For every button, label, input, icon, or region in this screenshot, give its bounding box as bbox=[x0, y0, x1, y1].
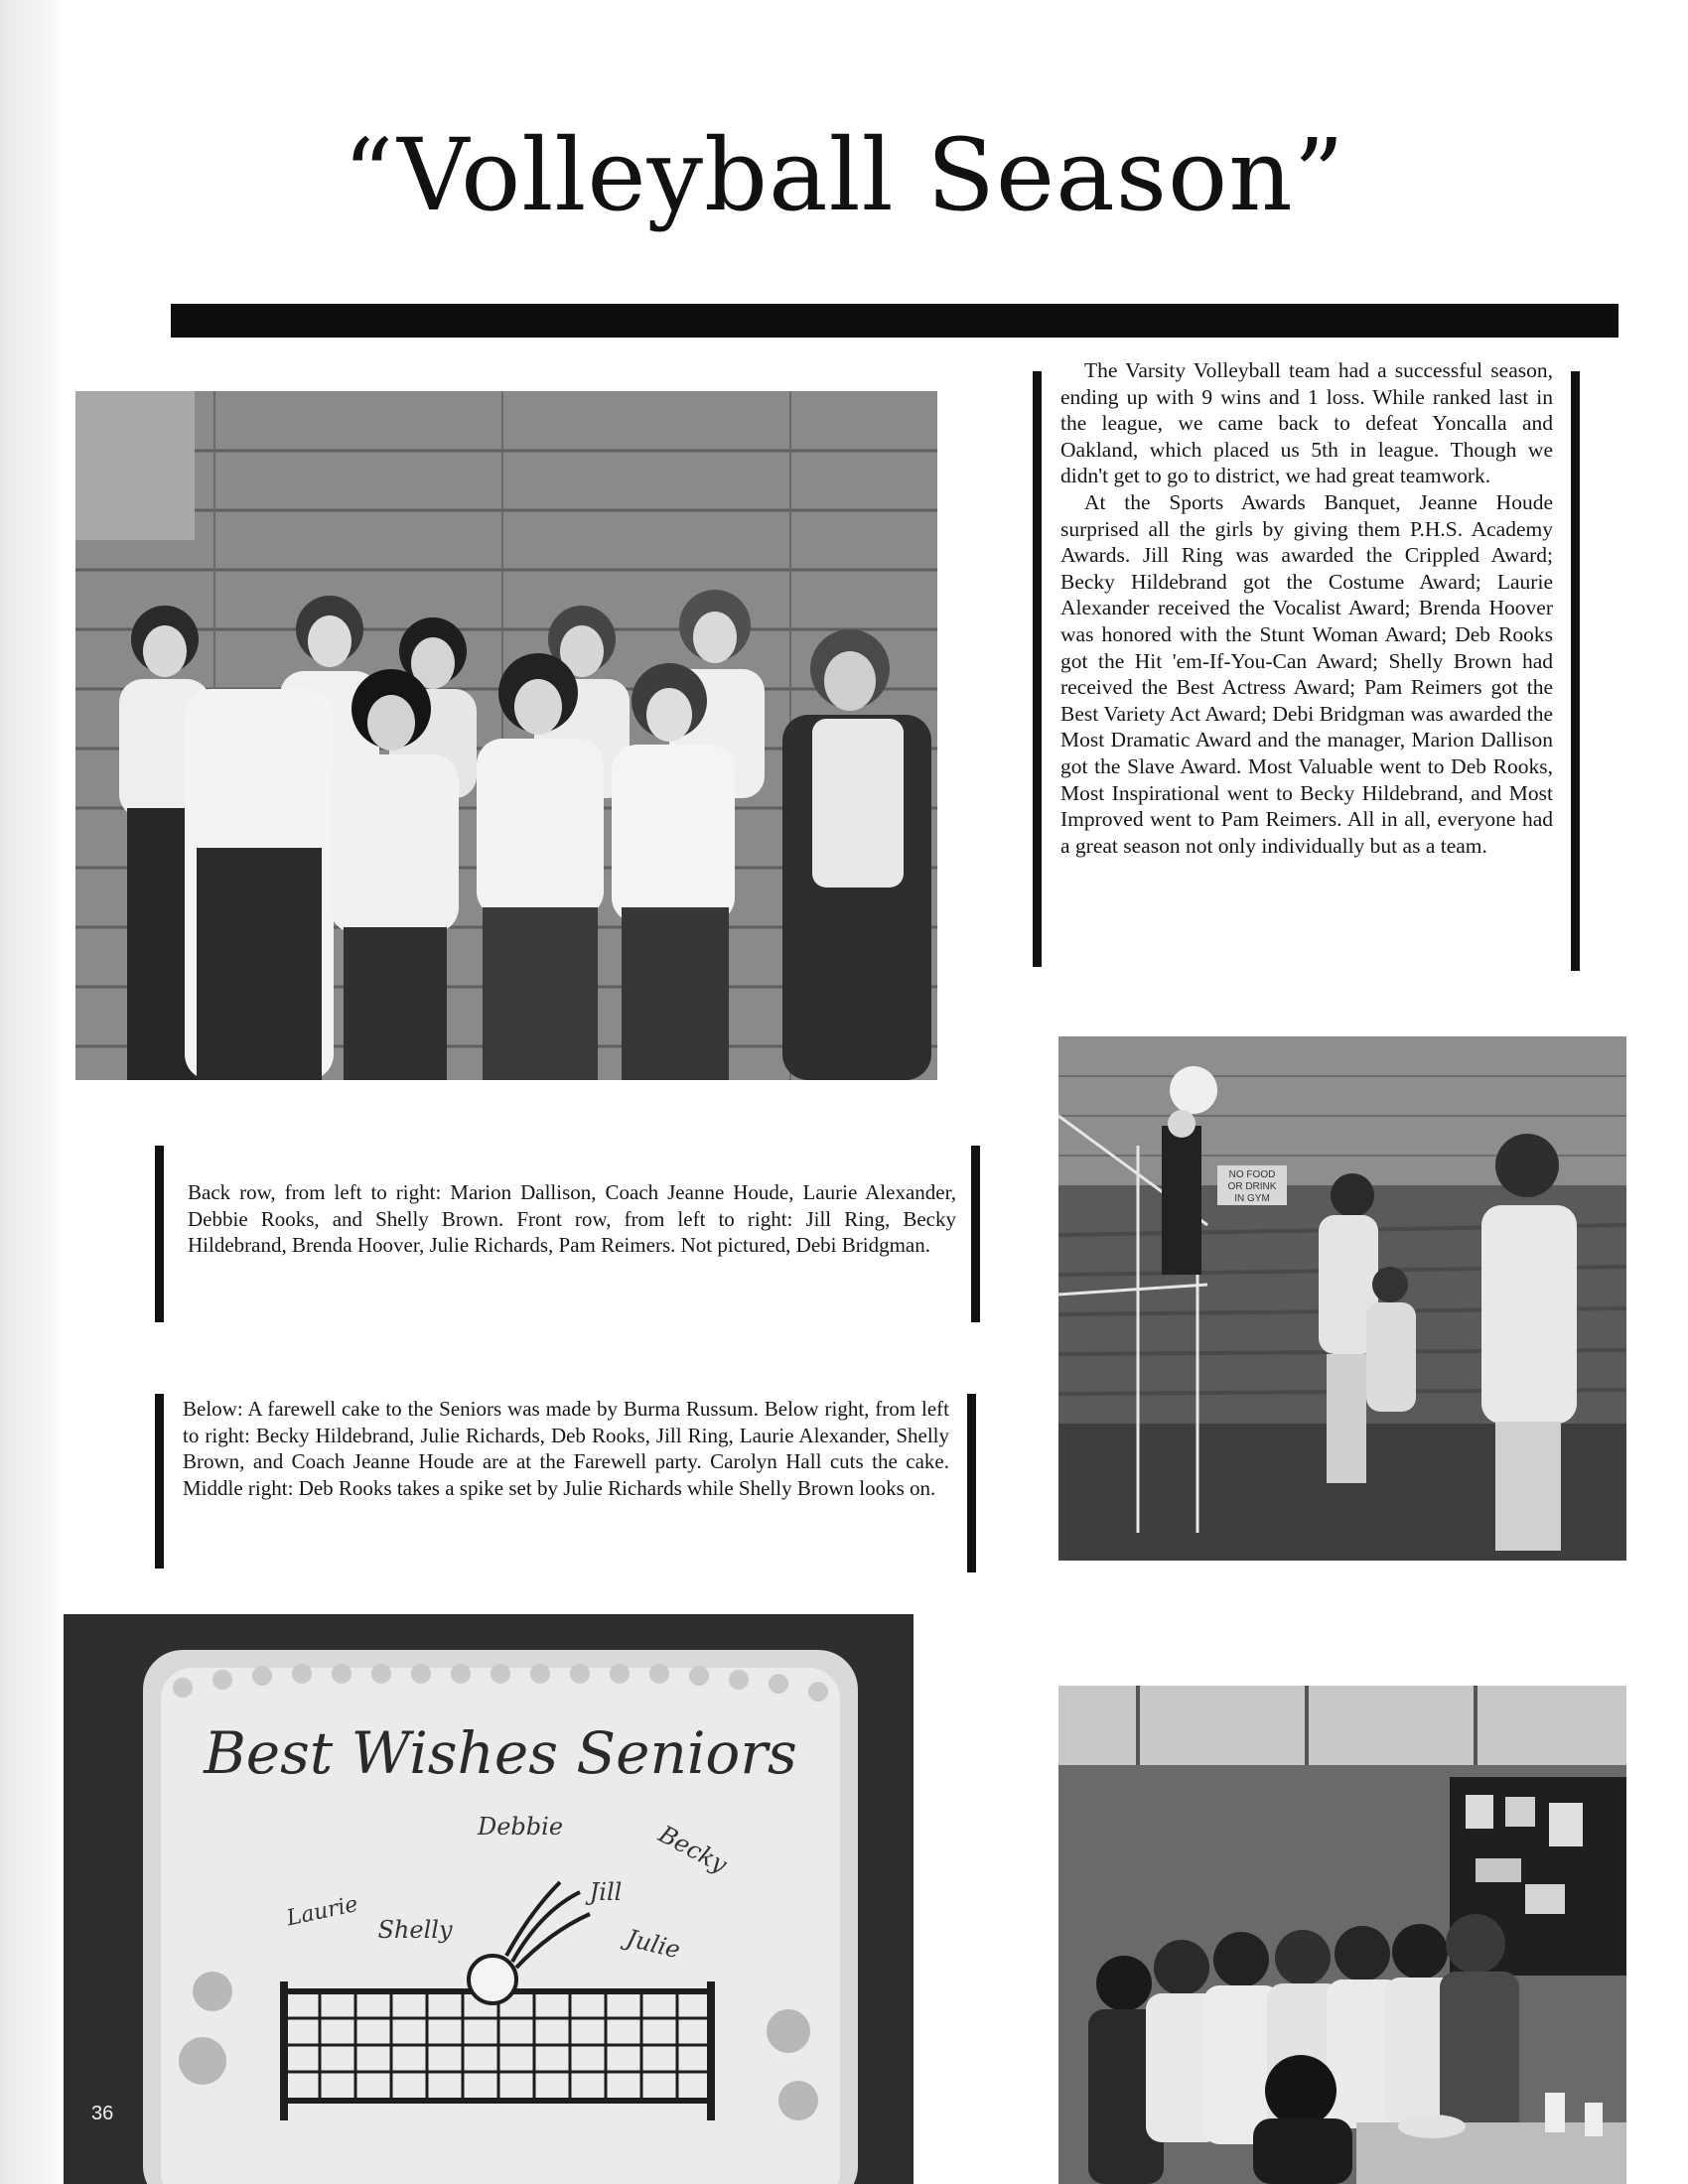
cake-name-jill: Jill bbox=[589, 1878, 623, 1906]
below-caption-left-bar bbox=[155, 1394, 164, 1569]
team-caption: Back row, from left to right: Marion Dallison, Coach Jeanne Houde, Laurie Alexander, Debbie Rooks, and Shelly Brown. Front row, from left to right: Jill Ring, Becky Hildebrand, Brenda Hoover, Julie Richards, Pam Reimers. Not pictured, Debi Bridgman. bbox=[188, 1180, 956, 1257]
story-paragraph-1: The Varsity Volleyball team had a successful season, ending up with 9 wins and 1 loss. While ranked last in the league, we came back to defeat Yoncalla and Oakland, which placed us 5th in league. Though we didn't get to go to district, we had great teamwork. bbox=[1060, 358, 1553, 488]
cake-photo bbox=[64, 1614, 914, 2184]
below-caption-right-bar bbox=[967, 1394, 976, 1572]
gym-sign-line-2: OR DRINK bbox=[1227, 1181, 1277, 1192]
below-caption: Below: A farewell cake to the Seniors was made by Burma Russum. Below right, from left to right: Becky Hildebrand, Julie Richards, Deb Rooks, Jill Ring, Laurie Alexander, Shelly Brown, and Coach Jeanne Houde are at the Farewell party. Carolyn Hall cuts the cake. Middle right: Deb Rooks takes a spike set by Julie Richards while Shelly Brown looks on. bbox=[183, 1397, 949, 1500]
page-gutter-shadow bbox=[0, 0, 64, 2184]
gym-sign-line-1: NO FOOD bbox=[1228, 1169, 1276, 1180]
team-caption-right-bar bbox=[971, 1146, 980, 1322]
story-text bbox=[1060, 357, 1553, 859]
team-photo bbox=[75, 391, 937, 1080]
cake-name-laurie: Laurie bbox=[284, 1891, 360, 1932]
game-photo bbox=[1058, 1036, 1626, 1561]
page-title: “Volleyball Season” bbox=[343, 117, 1345, 233]
story-paragraph-2: At the Sports Awards Banquet, Jeanne Houde surprised all the girls by giving them P.H.S. Academy Awards. Jill Ring was awarded the Crippled Award; Becky Hildebrand got the Costume Award; Laurie Alexander received the Vocalist Award; Brenda Hoover was honored with the Stunt Woman Award; Deb Rooks got the Hit 'em-If-You-Can Award; Shelly Brown had received the Best Actress Award; Pam Reimers got the Best Variety Act Award; Debi Bridgman was awarded the Most Dramatic Award and the manager, Marion Dallison got the Slave Award. Most Valuable went to Deb Rooks, Most Inspirational went to Becky Hildebrand, and Most Improved went to Pam Reimers. All in all, everyone had a great season not only individually but as a team. bbox=[1060, 489, 1553, 858]
cake-name-shelly: Shelly bbox=[377, 1916, 453, 1944]
cake-name-julie: Julie bbox=[624, 1924, 683, 1965]
party-photo bbox=[1058, 1686, 1626, 2184]
title-rule bbox=[171, 304, 1618, 338]
story-left-bar bbox=[1033, 371, 1042, 967]
cake-name-debbie: Debbie bbox=[477, 1813, 564, 1841]
cake-heading: Best Wishes Seniors bbox=[204, 1719, 797, 1787]
cake-name-becky: Becky bbox=[653, 1820, 732, 1879]
gym-sign-line-3: IN GYM bbox=[1234, 1193, 1270, 1204]
page-number: 36 bbox=[91, 2103, 114, 2124]
story-right-bar bbox=[1571, 371, 1580, 971]
team-caption-left-bar bbox=[155, 1146, 164, 1322]
